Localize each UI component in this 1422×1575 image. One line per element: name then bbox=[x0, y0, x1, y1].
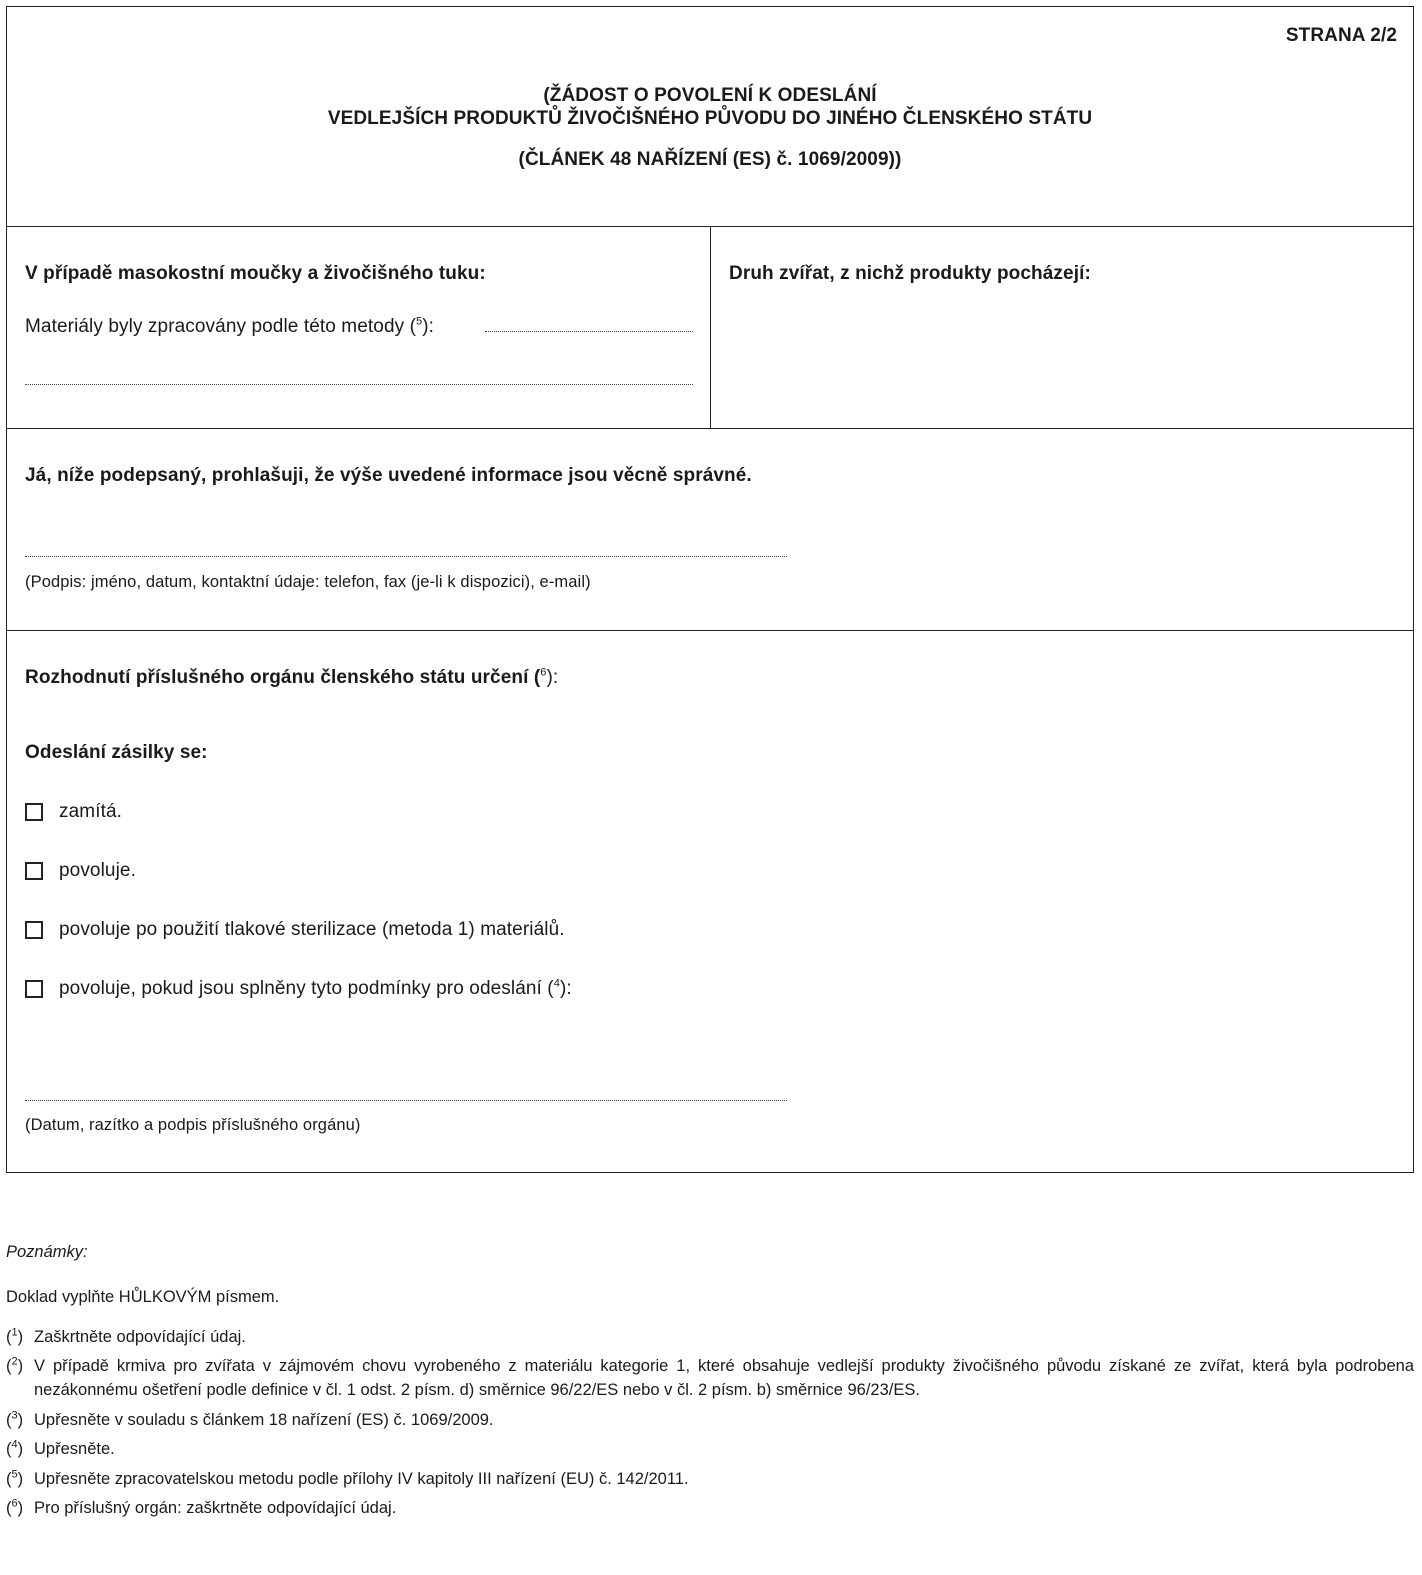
option-allow-label: povoluje. bbox=[59, 860, 136, 881]
form-frame bbox=[6, 6, 1414, 1173]
decision-heading: Rozhodnutí příslušného orgánu členského státu určení ($^6$): bbox=[25, 666, 559, 688]
shipment-label: Odeslání zásilky se: bbox=[25, 742, 208, 763]
notes-instruction: Doklad vyplňte HŮLKOVÝM písmem. bbox=[6, 1288, 280, 1306]
signature-field[interactable] bbox=[25, 556, 787, 557]
page-number: STRANA 2/2 bbox=[1285, 25, 1397, 46]
notes-section bbox=[6, 1240, 1414, 1540]
divider bbox=[7, 630, 1413, 631]
option-reject-label: zamítá. bbox=[59, 801, 122, 822]
footnote-2: ($^2$) V případě krmiva pro zvířata v zájmovém chovu vyrobeného z materiálu kategorie 1, které obsahuje vedlejší produkty živočišného původu získané ze zvířat, která byla podrobena nezákonnému ošetření podle definice v čl. 1 odst. 2 písm. d) směrnice 96/22/ES nebo v čl. 2 písm. b) směrnice 96/23/ES. bbox=[6, 1355, 1414, 1399]
processing-method-field-line2[interactable] bbox=[25, 384, 693, 385]
option-reject-checkbox[interactable] bbox=[25, 803, 43, 821]
option-allow-sterilization-checkbox[interactable] bbox=[25, 921, 43, 939]
option-allow-checkbox[interactable] bbox=[25, 862, 43, 880]
column-divider bbox=[710, 226, 711, 428]
footnote-4: ($^4$) Upřesněte. bbox=[6, 1438, 115, 1458]
authority-signature-field[interactable] bbox=[25, 1100, 787, 1101]
declaration-text: Já, níže podepsaný, prohlašuji, že výše uvedené informace jsou věcně správné. bbox=[25, 465, 752, 486]
footnote-5: ($^5$) Upřesněte zpracovatelskou metodu podle přílohy IV kapitoly III nařízení (EU) č. 142/2011. bbox=[6, 1468, 689, 1488]
footnote-3: ($^3$) Upřesněte v souladu s článkem 18 nařízení (ES) č. 1069/2009. bbox=[6, 1409, 494, 1429]
option-allow-conditions-checkbox[interactable] bbox=[25, 980, 43, 998]
authority-caption: (Datum, razítko a podpis příslušného orgánu) bbox=[25, 1116, 361, 1134]
signature-caption: (Podpis: jméno, datum, kontaktní údaje: telefon, fax (je-li k dispozici), e-mail) bbox=[25, 573, 591, 591]
form-title-line1: (ŽÁDOST O POVOLENÍ K ODESLÁNÍ bbox=[543, 85, 877, 106]
divider bbox=[7, 428, 1413, 429]
processing-method-label: Materiály byly zpracovány podle této metody ($^5$): bbox=[25, 315, 435, 337]
form-subtitle: (ČLÁNEK 48 NAŘÍZENÍ (ES) č. 1069/2009)) bbox=[518, 149, 902, 170]
option-allow-conditions-label: povoluje, pokud jsou splněny tyto podmínky pro odeslání ($^4$): bbox=[59, 977, 572, 999]
form-title-line2: VEDLEJŠÍCH PRODUKTŮ ŽIVOČIŠNÉHO PŮVODU DO JINÉHO ČLENSKÉHO STÁTU bbox=[327, 108, 1093, 129]
processing-method-field[interactable] bbox=[485, 331, 693, 332]
meat-section-heading: V případě masokostní moučky a živočišného tuku: bbox=[25, 263, 486, 284]
footnote-6: ($^6$) Pro příslušný orgán: zaškrtněte odpovídající údaj. bbox=[6, 1497, 397, 1517]
species-heading: Druh zvířat, z nichž produkty pocházejí: bbox=[729, 263, 1091, 284]
footnote-1: ($^1$) Zaškrtněte odpovídající údaj. bbox=[6, 1326, 246, 1346]
option-allow-sterilization-label: povoluje po použití tlakové sterilizace (metoda 1) materiálů. bbox=[59, 919, 565, 940]
notes-title: Poznámky: bbox=[6, 1243, 88, 1261]
